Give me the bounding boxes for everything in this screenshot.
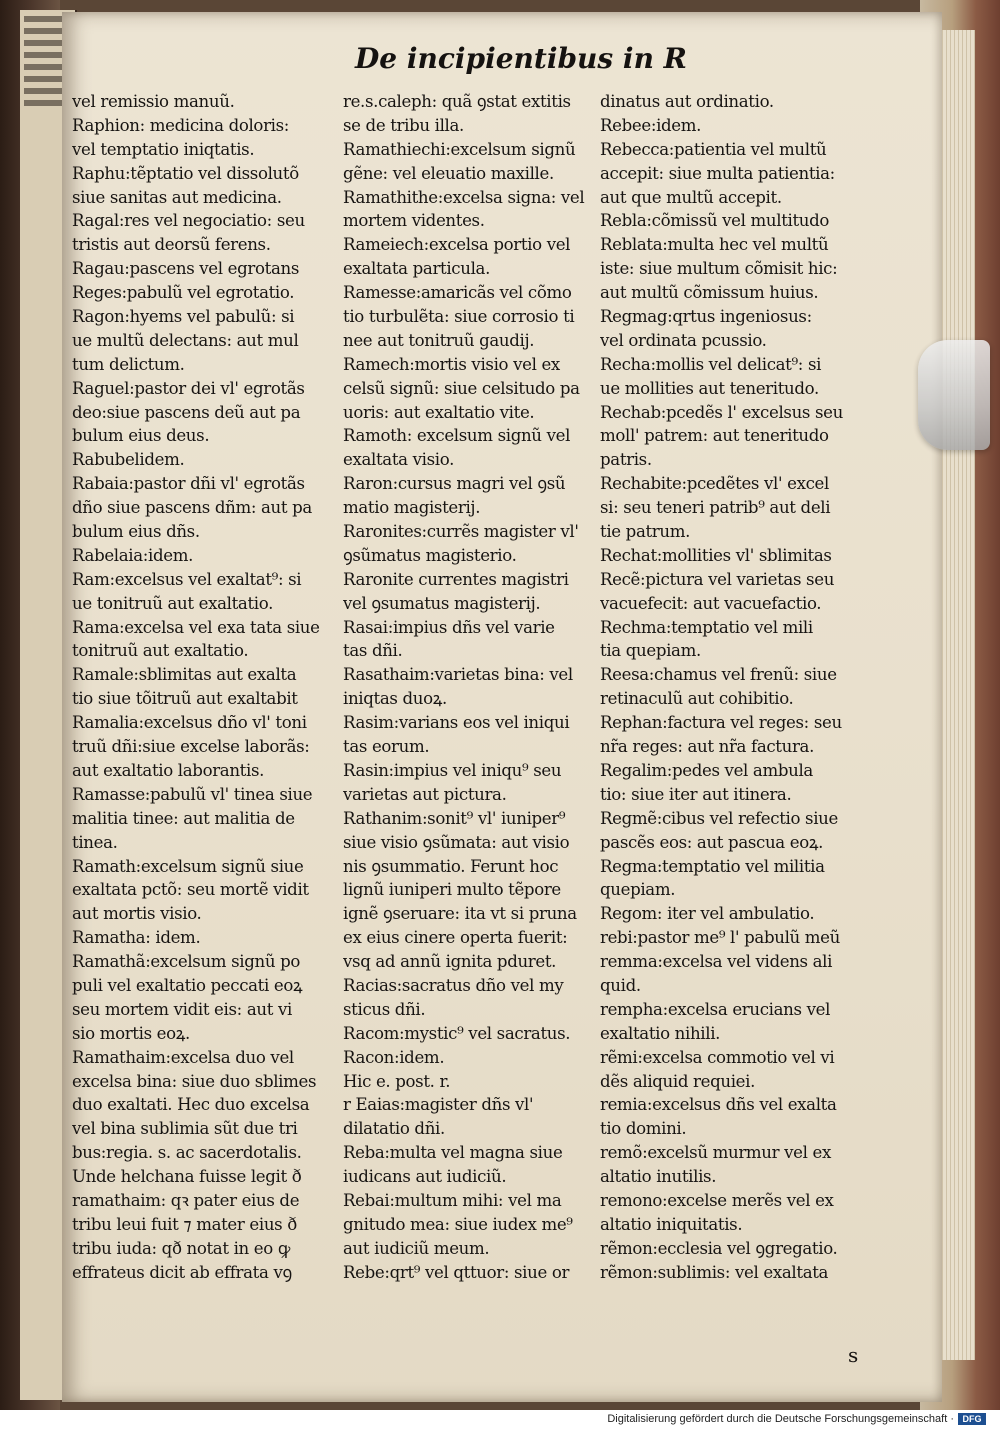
text-line: Regom: iter vel ambulatio.	[600, 904, 815, 924]
text-line: Ragon:hyems vel pabulũ: si	[72, 307, 295, 327]
text-line: Ramasse:pabulũ vl' tinea siue	[72, 784, 313, 804]
text-line: nis ꝯsummatio. Ferunt hoc	[343, 856, 559, 876]
text-line: bulum eius dñs.	[72, 522, 200, 542]
text-column-1	[72, 90, 344, 1285]
text-line: Raphion: medicina doloris:	[72, 115, 290, 135]
text-line: tia quepiam.	[600, 641, 701, 661]
text-line: Rebee:idem.	[600, 115, 702, 135]
text-line: r Eaias:magister dñs vl'	[343, 1095, 534, 1115]
text-line: vel bina sublimia sũt due tri	[72, 1119, 298, 1139]
text-line: rẽmi:excelsa commotio vel vi	[600, 1047, 835, 1067]
text-line: Rameiech:excelsa portio vel	[343, 235, 571, 255]
text-line: tum delictum.	[72, 354, 185, 374]
text-line: tie patrum.	[600, 522, 691, 542]
text-column-3	[600, 90, 885, 1285]
text-line: rẽmon:sublimis: vel exaltata	[600, 1262, 829, 1282]
text-line: Rebecca:patientia vel multũ	[600, 139, 827, 159]
text-line: Reba:multa vel magna siue	[343, 1143, 563, 1163]
text-line: uoris: aut exaltatio vite.	[343, 402, 535, 422]
text-line: duo exaltati. Hec duo excelsa	[72, 1095, 310, 1115]
text-line: Regma:temptatio vel militia	[600, 856, 825, 876]
text-line: Rechabite:pcedẽtes vl' excel	[600, 474, 829, 494]
text-line: moll' patrem: aut teneritudo	[600, 426, 829, 446]
text-line: Rasin:impius vel iniqu⁹ seu	[343, 760, 562, 780]
text-line: Hic e. post. r.	[343, 1071, 451, 1091]
text-line: vel ordinata pcussio.	[600, 330, 767, 350]
text-line: tio siue tõitruũ aut exaltabit	[72, 689, 298, 709]
text-line: Ramathaim:excelsa duo vel	[72, 1047, 294, 1067]
text-line: puli vel exaltatio peccati eoꝝ	[72, 975, 303, 995]
text-line: tribu leui fuit ⁊ mater eius ð	[72, 1214, 297, 1234]
text-line: Rebla:cõmissũ vel multitudo	[600, 211, 830, 231]
text-line: nr̃a reges: aut nr̃a factura.	[600, 737, 815, 757]
text-line: sio mortis eoꝝ.	[72, 1023, 190, 1043]
text-line: se de tribu illa.	[343, 115, 464, 135]
text-line: rempha:excelsa erucians vel	[600, 999, 831, 1019]
text-line: quepiam.	[600, 880, 676, 900]
text-line: aut iudiciũ meum.	[343, 1238, 490, 1258]
text-line: ignẽ ꝯseruare: ita vt si pruna	[343, 904, 577, 924]
text-line: vacuefecit: aut vacuefactio.	[600, 593, 822, 613]
text-line: Racon:idem.	[343, 1047, 445, 1067]
text-line: bulum eius deus.	[72, 426, 210, 446]
text-line: ue mollities aut teneritudo.	[600, 378, 819, 398]
text-line: remia:excelsus dñs vel exalta	[600, 1095, 837, 1115]
text-line: exaltata visio.	[343, 450, 455, 470]
text-line: Ramoth: excelsum signũ vel	[343, 426, 571, 446]
text-line: Raronites:currẽs magister vl'	[343, 522, 579, 542]
text-line: deo:siue pascens deũ aut pa	[72, 402, 301, 422]
text-line: Reblata:multa hec vel multũ	[600, 235, 829, 255]
text-line: malitia tinee: aut malitia de	[72, 808, 295, 828]
text-line: vel ꝯsumatus magisterij.	[343, 593, 541, 613]
text-line: ex eius cinere operta fuerit:	[343, 928, 568, 948]
text-line: Ramatha: idem.	[72, 928, 201, 948]
text-line: tonitruũ aut exaltatio.	[72, 641, 249, 661]
text-line: Rasai:impius dñs vel varie	[343, 617, 555, 637]
text-line: quid.	[600, 975, 641, 995]
running-header: De incipientibus in R	[355, 42, 687, 75]
text-line: tinea.	[72, 832, 118, 852]
text-line: Raphu:tẽptatio vel dissolutõ	[72, 163, 299, 183]
text-line: Racias:sacratus dño vel my	[343, 975, 564, 995]
text-line: ꝯsũmatus magisterio.	[343, 545, 517, 565]
text-line: Reges:pabulũ vel egrotatio.	[72, 283, 295, 303]
text-line: effrateus dicit ab effrata vꝯ	[72, 1262, 292, 1282]
text-line: tio: siue iter aut itinera.	[600, 784, 792, 804]
text-line: Ramale:sblimitas aut exalta	[72, 665, 297, 685]
text-line: exaltata pctõ: seu mortẽ vidit	[72, 880, 309, 900]
text-line: dño siue pascens dñm: aut pa	[72, 498, 312, 518]
text-line: Rathanim:sonit⁹ vl' iuniper⁹	[343, 808, 566, 828]
text-line: Rechab:pcedẽs l' excelsus seu	[600, 402, 843, 422]
text-line: Rasim:varians eos vel iniqui	[343, 713, 570, 733]
text-line: exaltata particula.	[343, 259, 491, 279]
text-line: remõ:excelsũ murmur vel ex	[600, 1143, 831, 1163]
dfg-logo: DFG	[958, 1413, 986, 1425]
text-line: ue multũ delectans: aut mul	[72, 330, 299, 350]
text-line: Raronite currentes magistri	[343, 569, 569, 589]
text-line: Ragau:pascens vel egrotans	[72, 259, 299, 279]
text-line: ramathaim: qꝛ pater eius de	[72, 1190, 300, 1210]
text-line: retinaculũ aut cohibitio.	[600, 689, 794, 709]
text-line: iniqtas duoꝝ.	[343, 689, 447, 709]
text-line: aut multũ cõmissum huius.	[600, 283, 819, 303]
text-line: Raguel:pastor dei vl' egrotãs	[72, 378, 305, 398]
text-line: exaltatio nihili.	[600, 1023, 721, 1043]
text-line: rẽmon:ecclesia vel ꝯgregatio.	[600, 1238, 838, 1258]
text-line: Rama:excelsa vel exa tata siue	[72, 617, 320, 637]
text-line: Ramesse:amaricãs vel cõmo	[343, 283, 572, 303]
text-line: accepit: siue multa patientia:	[600, 163, 835, 183]
text-line: remono:excelse merẽs vel ex	[600, 1190, 834, 1210]
text-line: remma:excelsa vel videns ali	[600, 952, 833, 972]
text-line: bus:regia. s. ac sacerdotalis.	[72, 1143, 302, 1163]
text-line: Rechma:temptatio vel mili	[600, 617, 813, 637]
text-line: Rebe:qrt⁹ vel qttuor: siue or	[343, 1262, 570, 1282]
text-line: Recẽ:pictura vel varietas seu	[600, 569, 835, 589]
text-line: Ragal:res vel negociatio: seu	[72, 211, 305, 231]
text-line: Regalim:pedes vel ambula	[600, 760, 813, 780]
footer-bar	[0, 1410, 1000, 1429]
text-line: iudicans aut iudiciũ.	[343, 1167, 507, 1187]
text-line: iste: siue multum cõmisit hic:	[600, 259, 838, 279]
text-line: Rabubelidem.	[72, 450, 185, 470]
text-line: rebi:pastor me⁹ l' pabulũ meũ	[600, 928, 840, 948]
text-line: siue sanitas aut medicina.	[72, 187, 282, 207]
text-line: Regmag:qrtus ingeniosus:	[600, 307, 812, 327]
text-line: Raron:cursus magri vel ꝯsũ	[343, 474, 566, 494]
text-line: patris.	[600, 450, 652, 470]
text-line: Regmẽ:cibus vel refectio siue	[600, 808, 838, 828]
text-line: dilatatio dñi.	[343, 1119, 445, 1139]
text-line: gnitudo mea: siue iudex me⁹	[343, 1214, 573, 1234]
text-line: nee aut tonitruũ gaudij.	[343, 330, 535, 350]
text-line: celsũ signũ: siue celsitudo pa	[343, 378, 580, 398]
text-line: Unde helchana fuisse legit ð	[72, 1167, 302, 1187]
text-line: ue tonitruũ aut exaltatio.	[72, 593, 273, 613]
text-line: vel remissio manuũ.	[72, 92, 235, 111]
text-line: tristis aut deorsũ ferens.	[72, 235, 271, 255]
text-line: tribu iuda: qð notat in eo ꝙ	[72, 1238, 290, 1258]
text-line: varietas aut pictura.	[343, 784, 507, 804]
text-line: aut mortis visio.	[72, 904, 202, 924]
text-line: si: seu teneri patrib⁹ aut deli	[600, 498, 831, 518]
text-line: Ramathithe:excelsa signa: vel	[343, 187, 585, 207]
text-line: aut que multũ accepit.	[600, 187, 782, 207]
text-line: Ramathã:excelsum signũ po	[72, 952, 301, 972]
text-line: pascẽs eos: aut pascua eoꝝ.	[600, 832, 824, 852]
text-line: Rebai:multum mihi: vel ma	[343, 1190, 562, 1210]
text-line: altatio inutilis.	[600, 1167, 717, 1187]
text-line: vel temptatio iniqtatis.	[72, 139, 255, 159]
funding-notice: Digitalisierung gefördert durch die Deutsche Forschungsgemeinschaft ·	[607, 1413, 954, 1425]
text-line: altatio iniquitatis.	[600, 1214, 743, 1234]
text-line: mortem videntes.	[343, 211, 485, 231]
text-line: sticus dñi.	[343, 999, 426, 1019]
text-line: Rasathaim:varietas bina: vel	[343, 665, 573, 685]
page-clip	[918, 340, 990, 450]
text-line: dinatus aut ordinatio.	[600, 92, 774, 111]
text-line: matio magisterij.	[343, 498, 481, 518]
text-line: tio turbulẽta: siue corrosio ti	[343, 307, 575, 327]
text-line: Ramech:mortis visio vel ex	[343, 354, 560, 374]
text-line: tas dñi.	[343, 641, 403, 661]
text-line: Racom:mystic⁹ vel sacratus.	[343, 1023, 571, 1043]
text-line: dẽs aliquid requiei.	[600, 1071, 756, 1091]
text-line: Ramathiechi:excelsum signũ	[343, 139, 576, 159]
text-line: Recha:mollis vel delicat⁹: si	[600, 354, 822, 374]
text-line: seu mortem vidit eis: aut vi	[72, 999, 292, 1019]
text-line: aut exaltatio laborantis.	[72, 760, 265, 780]
text-line: tas eorum.	[343, 737, 430, 757]
text-line: Ramath:excelsum signũ siue	[72, 856, 304, 876]
signature-mark: s	[848, 1343, 859, 1367]
text-line: Ramalia:excelsus dño vl' toni	[72, 713, 307, 733]
text-column-2	[343, 90, 615, 1285]
text-line: Ram:excelsus vel exaltat⁹: si	[72, 569, 302, 589]
text-line: truũ dñi:siue excelse laborãs:	[72, 737, 310, 757]
text-line: Rabelaia:idem.	[72, 545, 194, 565]
text-line: Rephan:factura vel reges: seu	[600, 713, 842, 733]
text-line: re.s.caleph: quã ꝯstat extitis	[343, 92, 571, 111]
text-line: Rechat:mollities vl' sblimitas	[600, 545, 832, 565]
text-line: tio domini.	[600, 1119, 687, 1139]
text-line: excelsa bina: siue duo sblimes	[72, 1071, 317, 1091]
text-line: gẽne: vel eleuatio maxille.	[343, 163, 554, 183]
text-line: vsq ad annũ ignita pduret.	[343, 952, 557, 972]
text-line: Reesa:chamus vel frenũ: siue	[600, 665, 837, 685]
text-line: lignũ iuniperi multo tẽpore	[343, 880, 561, 900]
text-line: Rabaia:pastor dñi vl' egrotãs	[72, 474, 305, 494]
text-line: siue visio ꝯsũmata: aut visio	[343, 832, 570, 852]
